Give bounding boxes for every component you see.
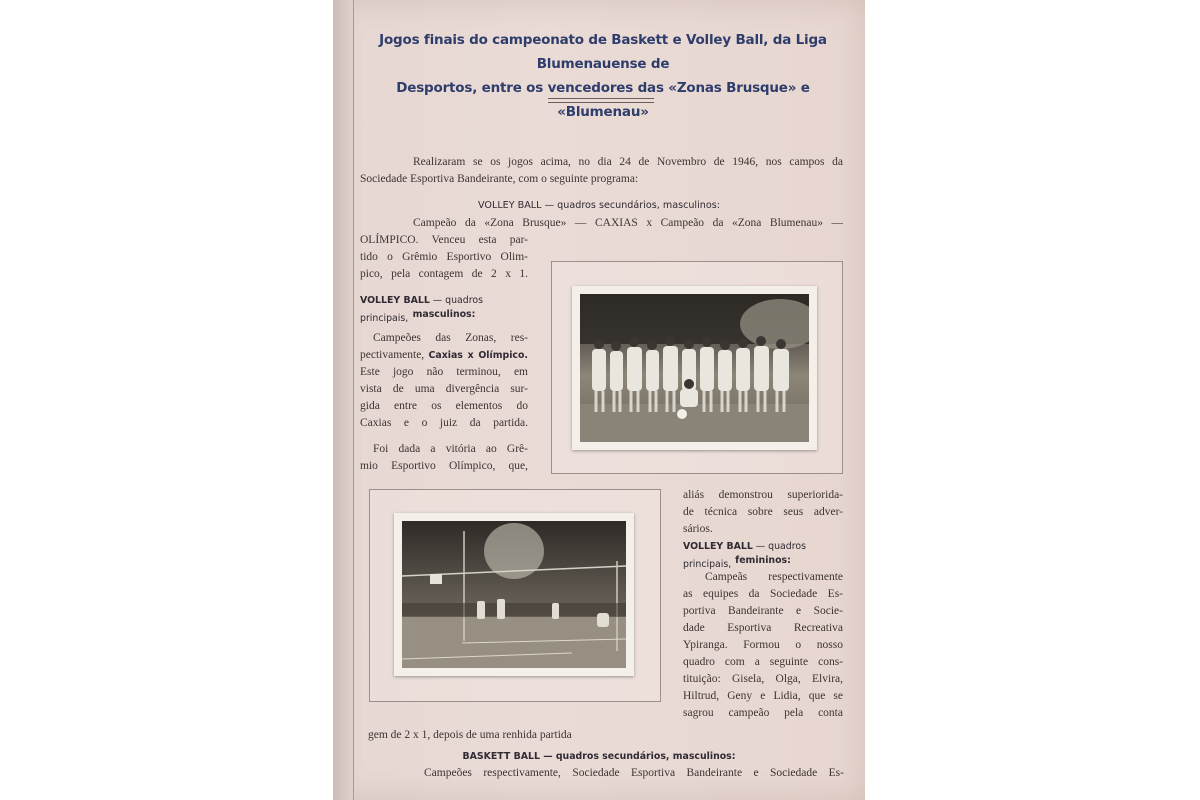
page-heading	[353, 28, 853, 124]
section4-header-rest: — quadros secundários, masculinos:	[539, 751, 736, 762]
heading-line-2: Desportos, entre os vencedores das «Zonas Brusque» e «Blumenau»	[396, 80, 810, 120]
match-photo-image	[402, 521, 626, 668]
section4-header	[333, 748, 865, 766]
section3-header-rest: — quadros principais,	[683, 541, 807, 570]
section3-line-2: as equipes da Sociedade Es-	[683, 588, 843, 600]
section3-line-3: portiva Bandeirante e Socie-	[683, 605, 843, 617]
section3-line-7: tituição: Gisela, Olga, Elvira,	[683, 673, 843, 685]
album-page	[333, 0, 865, 800]
section3-line-1: Campeãs respectivamente	[705, 571, 843, 583]
section3-header-bold: VOLLEY BALL	[683, 541, 753, 552]
section1-line-4: pico, pela contagem de 2 x 1.	[360, 268, 528, 280]
section2-header-bold: VOLLEY BALL	[360, 295, 430, 306]
section2-line-7: Foi dada a vitória ao Grê-	[373, 443, 528, 455]
section2-line-1: Campeões das Zonas, res-	[373, 332, 528, 344]
section2-line-4: vista de uma divergência sur-	[360, 383, 528, 395]
section1-line-3: tido o Grêmio Esportivo Olim-	[360, 251, 528, 263]
team-photo-image	[580, 294, 809, 442]
section3-line-8: Hiltrud, Geny e Lidia, que se	[683, 690, 843, 702]
match-photo	[402, 521, 626, 668]
section2-header-2	[360, 306, 528, 324]
section3-line-6: quadro com a seguinte cons-	[683, 656, 843, 668]
section2-line-3: Este jogo não terminou, em	[360, 366, 528, 378]
section2-line-6: Caxias e o juiz da partida.	[360, 417, 528, 429]
section1-header	[333, 197, 865, 215]
section2-line-8: mio Esportivo Olímpico, que,	[360, 460, 528, 472]
heading-rule-top	[548, 98, 654, 99]
section2-line-9: aliás demonstrou superiorida-	[683, 489, 843, 501]
photo-top-border	[572, 286, 817, 450]
section1-line-2: OLÍMPICO. Venceu esta par-	[360, 234, 528, 246]
section1-header-rest: — quadros secundários, masculinos:	[541, 200, 720, 211]
section3-header-2	[683, 552, 843, 570]
section1-line-1: Campeão da «Zona Brusque» — CAXIAS x Campeão da «Zona Blumenau» —	[413, 217, 843, 229]
section3-line-10: gem de 2 x 1, depois de uma renhida partida	[368, 729, 572, 741]
section2-line-2b: Caxias x Olímpico.	[428, 350, 528, 361]
heading-rule-bottom	[548, 102, 654, 103]
section4-line-1: Campeões respectivamente, Sociedade Esportiva Bandeirante e Sociedade Es-	[424, 767, 844, 779]
team-photo	[580, 294, 809, 442]
section1-header-bold: VOLLEY BALL	[478, 200, 542, 211]
section3-line-4: dade Esportiva Recreativa	[683, 622, 843, 634]
section4-header-bold: BASKETT BALL	[462, 751, 540, 762]
section2-line-2	[360, 347, 528, 365]
section3-line-5: Ypiranga. Formou o nosso	[683, 639, 843, 651]
album-spine	[333, 0, 355, 800]
section2-line-11: sários.	[683, 523, 713, 535]
section2-line-10: de técnica sobre seus adver-	[683, 506, 843, 518]
photo-bottom-border	[394, 513, 634, 676]
section3-line-9: sagrou campeão pela conta	[683, 707, 843, 719]
section2-line-5: gida entre os elementos do	[360, 400, 528, 412]
section2-line-2a: pectivamente,	[360, 349, 429, 361]
heading-line-1: Jogos finais do campeonato de Baskett e Volley Ball, da Liga Blumenauense de	[379, 32, 827, 72]
intro-line-2: Sociedade Esportiva Bandeirante, com o seguinte programa:	[360, 173, 639, 185]
section2-header-2-text: masculinos:	[412, 309, 476, 320]
intro-line-1: Realizaram se os jogos acima, no dia 24 de Novembro de 1946, nos campos da	[413, 156, 843, 168]
section3-header-2-text: femininos:	[735, 555, 791, 566]
section2-header-rest: — quadros principais,	[360, 295, 484, 324]
